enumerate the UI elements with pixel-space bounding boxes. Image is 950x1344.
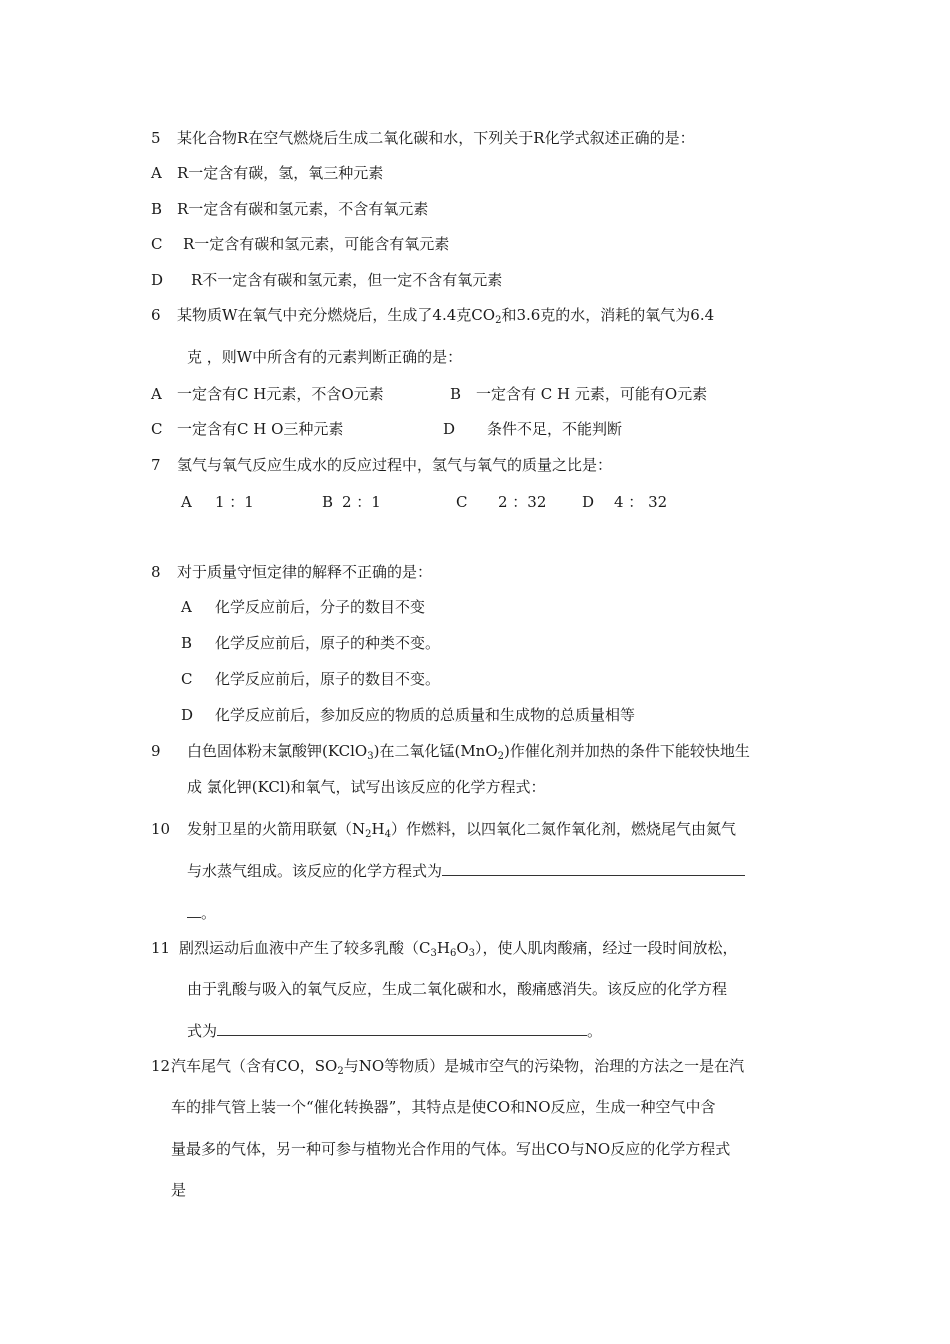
q8-option-d: [181, 705, 635, 725]
option-letter: A: [151, 385, 162, 403]
q5-stem-line: [151, 128, 695, 148]
question-stem-part: 车的排气管上装一个“催化转换器”，其特点是使CO和NO反应，生成一种空气中含: [171, 1098, 716, 1116]
question-stem-part: )在二氧化锰(MnO: [373, 742, 498, 760]
option-text: R不一定含有碳和氢元素，但一定不含有氧元素: [191, 271, 503, 289]
q10-line-1: [151, 819, 736, 839]
q8-option-c: [181, 669, 440, 689]
question-number: 9: [151, 742, 161, 760]
subscript: 2: [497, 751, 505, 762]
q6-option-d: [443, 419, 622, 439]
q8-option-b: [181, 633, 440, 653]
question-stem-part: 成 氯化钾(KCl)和氧气，试写出该反应的化学方程式：: [187, 778, 546, 796]
question-number: 12: [151, 1057, 171, 1075]
subscript: 2: [495, 315, 502, 326]
option-text: 一定含有C H O三种元素: [177, 420, 344, 438]
question-number: 8: [151, 563, 161, 581]
option-text: 4 ： 32: [614, 493, 668, 511]
q9-line-2: [187, 777, 546, 797]
q12-line-3: [171, 1139, 730, 1159]
answer-blank[interactable]: [187, 902, 201, 918]
option-letter: A: [151, 164, 162, 182]
option-text: R一定含有碳和氢元素，可能含有氧元素: [183, 235, 450, 253]
question-stem-part: O: [456, 939, 469, 957]
q12-line-2: [171, 1097, 716, 1117]
option-letter: C: [181, 670, 193, 688]
question-stem-part: 某物质W在氧气中充分燃烧后，生成了4.4克CO: [177, 306, 496, 324]
option-letter: C: [151, 420, 163, 438]
q6-option-a: [151, 384, 384, 404]
q7-option-b: [322, 492, 381, 512]
subscript: 2: [337, 1066, 344, 1077]
q12-line-4: [171, 1180, 186, 1200]
q6-stem-line-1: [151, 305, 714, 325]
question-stem-part: 剧烈运动后血液中产生了较多乳酸（C: [179, 939, 431, 957]
question-stem: 某化合物R在空气燃烧后生成二氧化碳和水，下列关于R化学式叙述正确的是：: [177, 129, 695, 147]
question-stem-part: 和3.6克的水，消耗的氧气为6.4: [501, 306, 715, 324]
q6-option-c: [151, 419, 343, 439]
question-stem-part: H: [436, 939, 450, 957]
question-number: 5: [151, 129, 161, 147]
question-number: 11: [151, 939, 171, 957]
punctuation: 。: [201, 904, 217, 922]
question-stem: 对于质量守恒定律的解释不正确的是：: [177, 563, 433, 581]
option-letter: A: [181, 493, 192, 511]
question-stem: 氢气与氧气反应生成水的反应过程中，氢气与氧气的质量之比是：: [177, 456, 613, 474]
option-text: 化学反应前后，原子的种类不变。: [215, 634, 441, 652]
q10-line-3: [187, 902, 216, 923]
option-text: 化学反应前后，分子的数目不变: [215, 598, 426, 616]
q11-line-1: [151, 938, 738, 958]
option-letter: D: [582, 493, 595, 511]
question-stem-part: 汽车尾气（含有CO，SO: [171, 1057, 338, 1075]
option-text: 条件不足，不能判断: [487, 420, 623, 438]
option-letter: B: [322, 493, 334, 511]
answer-blank[interactable]: [442, 860, 745, 876]
q6-stem-line-2: [187, 347, 462, 367]
answer-blank[interactable]: [217, 1020, 587, 1036]
subscript: 3: [367, 751, 374, 762]
question-stem-part: 白色固体粉末氯酸钾(KClO: [187, 742, 368, 760]
q11-line-2: [187, 979, 727, 999]
option-text: 一定含有 C H 元素，可能有O元素: [476, 385, 708, 403]
option-text: 一定含有C H元素，不含O元素: [177, 385, 384, 403]
question-number: 6: [151, 306, 161, 324]
subscript: 6: [449, 948, 457, 959]
q12-line-1: [151, 1056, 744, 1076]
subscript: 4: [384, 829, 391, 840]
q7-stem-line: [151, 455, 612, 475]
option-letter: B: [450, 385, 462, 403]
option-letter: D: [181, 706, 194, 724]
question-number: 10: [151, 820, 171, 838]
option-letter: D: [151, 271, 164, 289]
option-text: 2 ：32: [498, 493, 547, 511]
q5-option-c: [151, 234, 449, 254]
q8-option-a: [181, 597, 425, 617]
q9-line-1: [151, 741, 750, 761]
question-stem-part: ），使人肌肉酸痛，经过一段时间放松，: [475, 939, 738, 957]
option-text: R一定含有碳，氢，氧三种元素: [177, 164, 384, 182]
question-stem-part: 是: [171, 1181, 187, 1199]
q10-line-2: [187, 860, 745, 881]
question-stem-part: 量最多的气体，另一种可参与植物光合作用的气体。写出CO与NO反应的化学方程式: [171, 1140, 731, 1158]
q11-line-3: [187, 1020, 602, 1041]
question-stem-part: )作催化剂并加热的条件下能较快地生: [504, 742, 750, 760]
question-stem-part: 发射卫星的火箭用联氨（N: [187, 820, 366, 838]
subscript: 3: [430, 948, 437, 959]
option-letter: B: [151, 200, 163, 218]
question-stem-part: ）作燃料，以四氧化二氮作氧化剂，燃烧尾气由氮气: [390, 820, 736, 838]
option-text: 1 ：1: [215, 493, 254, 511]
question-stem-part: 与水蒸气组成。该反应的化学方程式为: [187, 862, 443, 880]
q8-stem-line: [151, 562, 432, 582]
option-text: 2 ：1: [342, 493, 381, 511]
question-stem-part: 由于乳酸与吸入的氧气反应，生成二氧化碳和水，酸痛感消失。该反应的化学方程: [187, 980, 728, 998]
question-stem-part: 式为: [187, 1022, 218, 1040]
q7-option-d: [582, 492, 667, 512]
q5-option-b: [151, 199, 428, 219]
question-stem-part: H: [371, 820, 385, 838]
question-stem-part: 与NO等物质）是城市空气的污染物，治理的方法之一是在汽: [343, 1057, 745, 1075]
option-letter: C: [456, 493, 468, 511]
option-text: 化学反应前后，参加反应的物质的总质量和生成物的总质量相等: [215, 706, 636, 724]
q5-option-a: [151, 163, 383, 183]
q5-option-d: [151, 270, 502, 290]
option-letter: D: [443, 420, 456, 438]
subscript: 2: [365, 829, 372, 840]
question-number: 7: [151, 456, 161, 474]
option-text: 化学反应前后，原子的数目不变。: [215, 670, 441, 688]
punctuation: 。: [587, 1022, 603, 1040]
q7-option-c: [456, 492, 546, 512]
q6-option-b: [450, 384, 707, 404]
option-text: R一定含有碳和氢元素，不含有氧元素: [177, 200, 429, 218]
option-letter: C: [151, 235, 163, 253]
subscript: 3: [468, 948, 476, 959]
option-letter: B: [181, 634, 193, 652]
option-letter: A: [181, 598, 192, 616]
q7-option-a: [181, 492, 254, 512]
question-stem-part: 克 ，则W中所含有的元素判断正确的是：: [187, 348, 463, 366]
